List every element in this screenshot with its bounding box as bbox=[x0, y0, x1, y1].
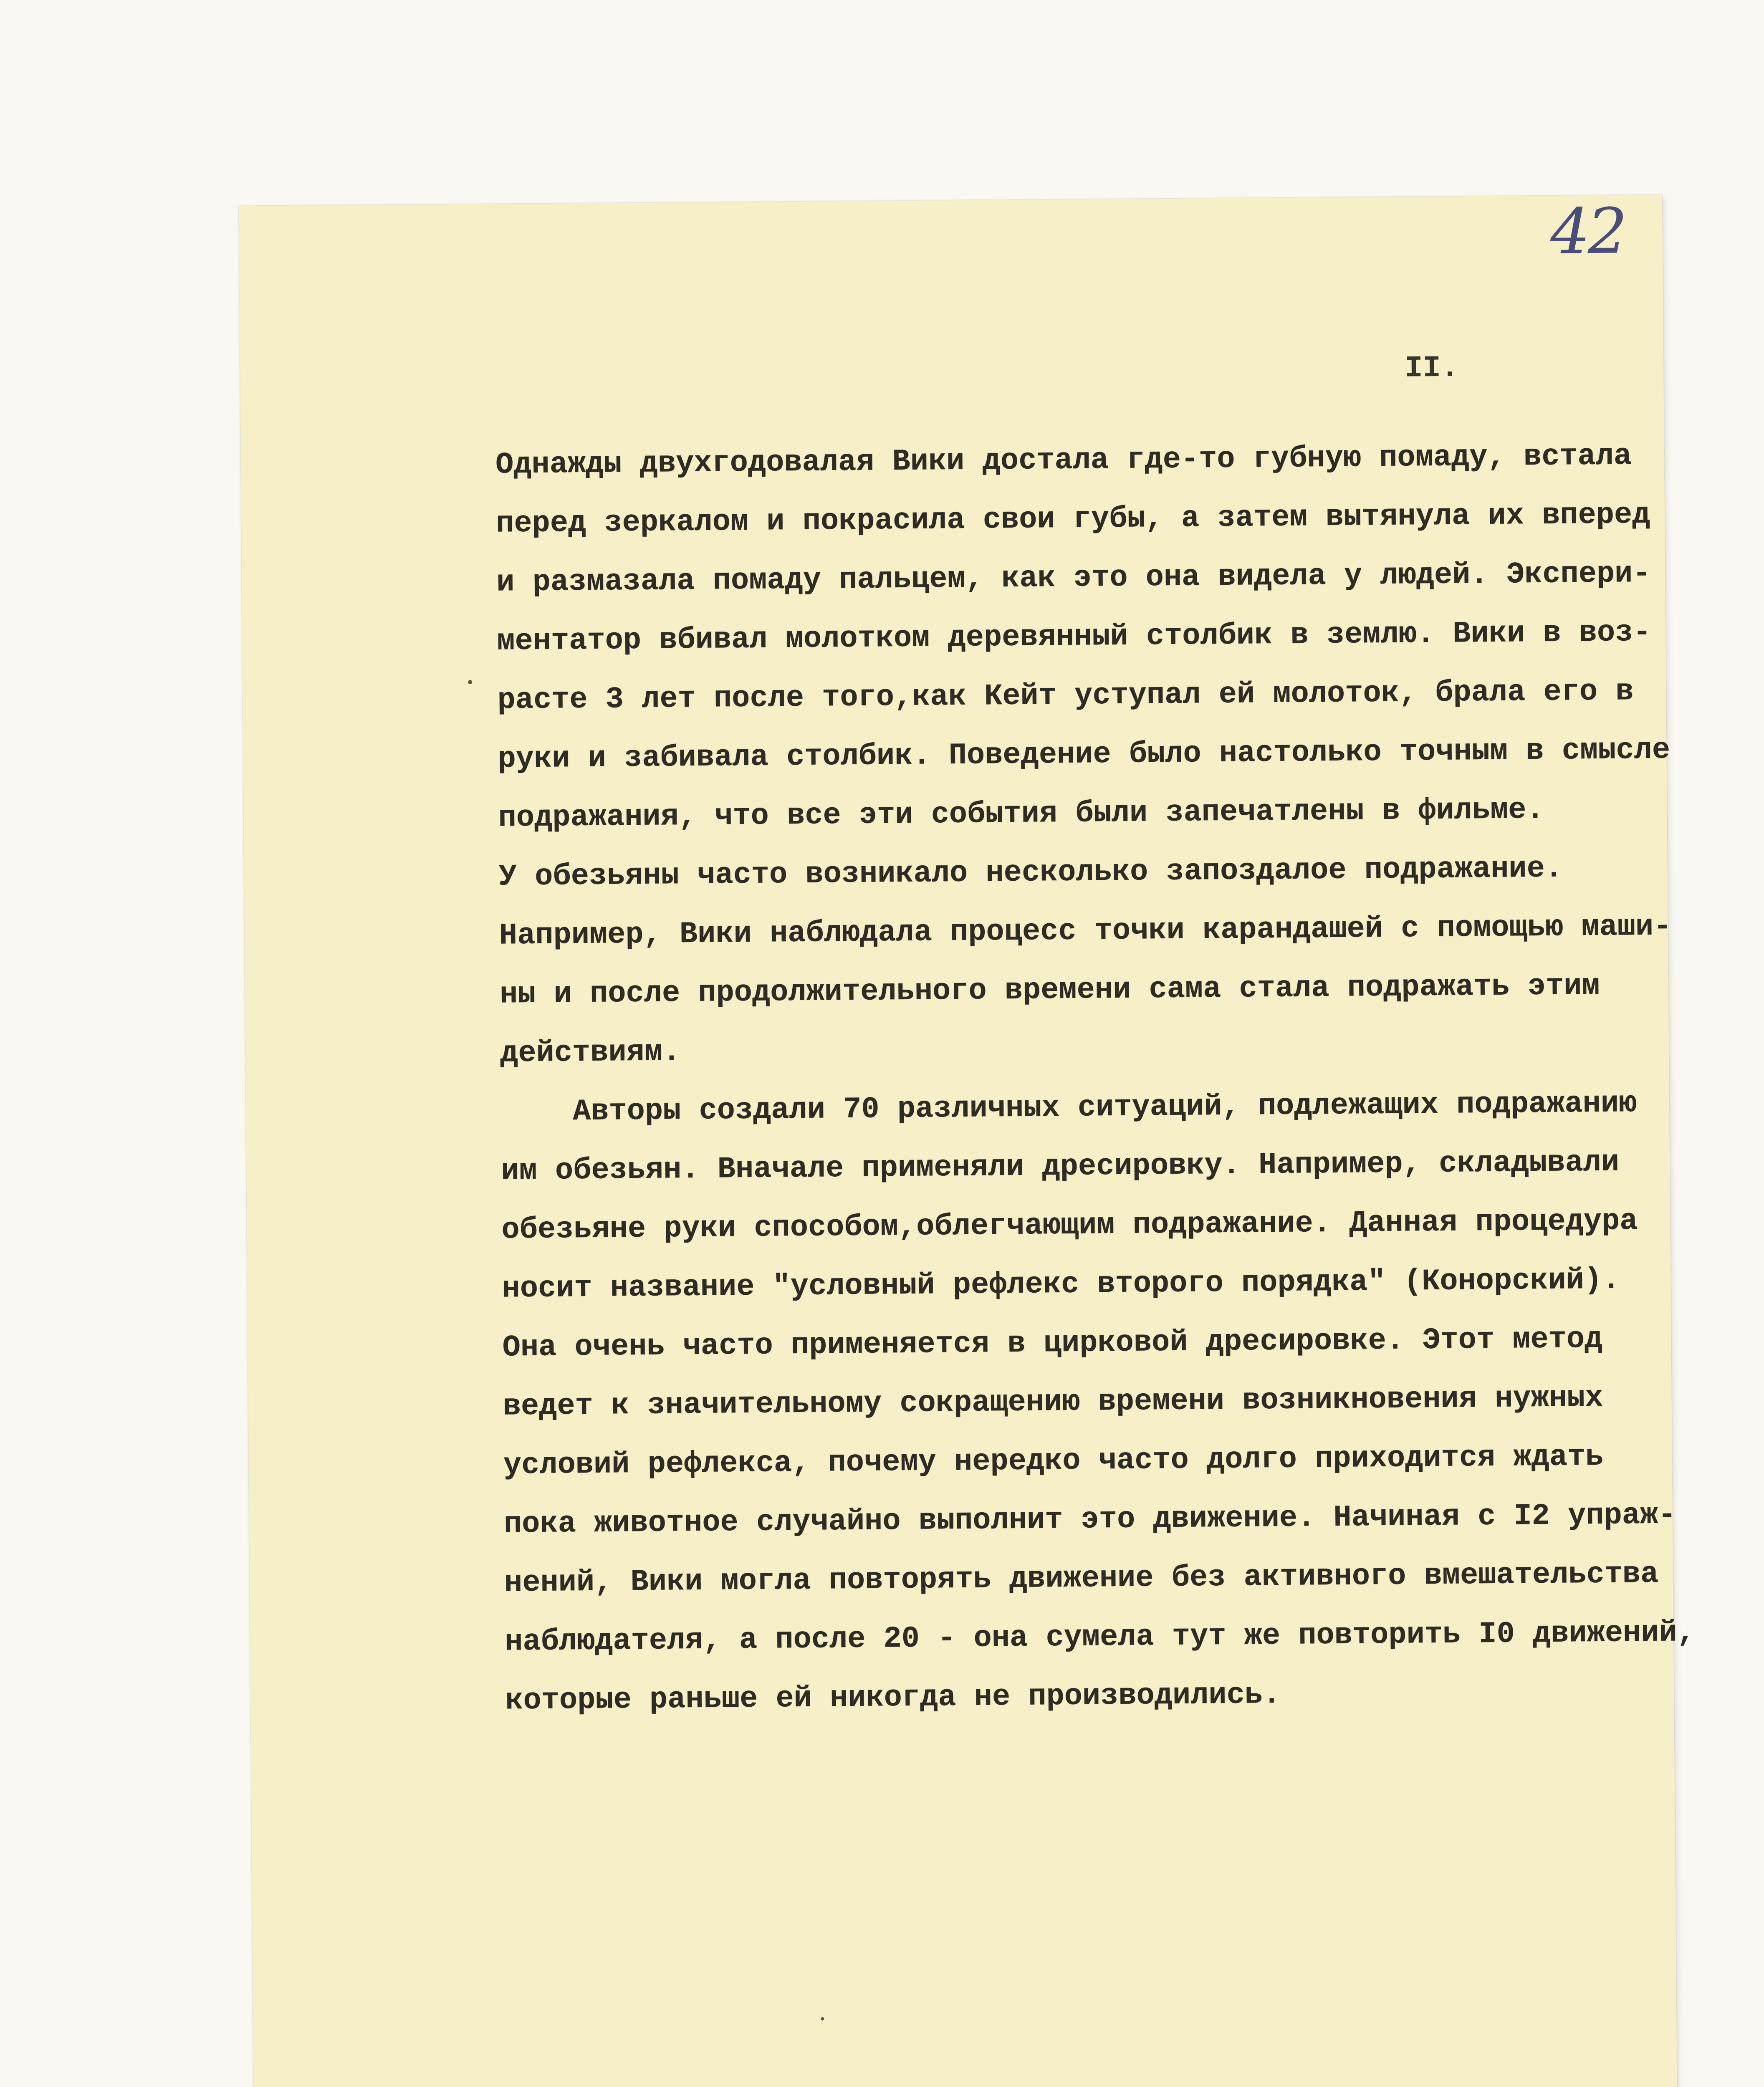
page-number: II. bbox=[1405, 351, 1459, 386]
text-line: носит название "условный рефлекс второго порядка" (Конорский). bbox=[502, 1263, 1620, 1306]
text-line: ментатор вбивал молотком деревянный столбик в землю. Вики в воз- bbox=[497, 615, 1651, 659]
text-line: руки и забивала столбик. Поведение было настолько точным в смысле bbox=[498, 733, 1670, 776]
text-line: наблюдателя, а после 20 - она сумела тут же повторить I0 движений, bbox=[504, 1615, 1696, 1659]
text-line: условий рефлекса, почему нередко часто долго приходится ждать bbox=[503, 1439, 1604, 1483]
text-line: действиям. bbox=[500, 1035, 681, 1071]
ink-speck bbox=[821, 2017, 824, 2021]
archive-page-number: 42 bbox=[1550, 195, 1625, 268]
text-line: нений, Вики могла повторять движение без активного вмешательства bbox=[504, 1556, 1659, 1600]
text-line: которые раньше ей никогда не производились. bbox=[505, 1677, 1281, 1718]
text-line: Однажды двухгодовалая Вики достала где-то губную помаду, встала bbox=[495, 439, 1632, 482]
text-line: перед зеркалом и покрасила свои губы, а затем вытянула их вперед bbox=[495, 497, 1650, 541]
text-line: и размазала помаду пальцем, как это она видела у людей. Экспери- bbox=[496, 556, 1651, 600]
text-line: им обезьян. Вначале применяли дресировку. Например, складывали bbox=[501, 1145, 1620, 1188]
text-line: пока животное случайно выполнит это движение. Начиная с I2 упраж- bbox=[503, 1498, 1676, 1541]
ink-speck bbox=[468, 680, 472, 684]
text-line: ны и после продолжительного времени сама стала подражать этим bbox=[499, 968, 1600, 1012]
text-line: ведет к значительному сокращению времени возникновения нужных bbox=[503, 1380, 1603, 1424]
text-line: Авторы создали 70 различных ситуаций, подлежащих подражанию bbox=[500, 1086, 1637, 1129]
document-page bbox=[239, 195, 1696, 2087]
text-line: Например, Вики наблюдала процесс точки карандашей с помощью маши- bbox=[499, 909, 1672, 953]
text-line: обезьяне руки способом,облегчающим подражание. Данная процедура bbox=[501, 1204, 1638, 1247]
text-line: Она очень часто применяется в цирковой дресировке. Этот метод bbox=[502, 1321, 1603, 1365]
body-text bbox=[495, 427, 1696, 1731]
text-line: расте 3 лет после того,как Кейт уступал ей молоток, брала его в bbox=[497, 674, 1634, 718]
text-line: подражания, что все эти события были запечатлены в фильме. bbox=[498, 792, 1545, 835]
text-line: У обезьяны часто возникало несколько запоздалое подражание. bbox=[498, 851, 1563, 894]
